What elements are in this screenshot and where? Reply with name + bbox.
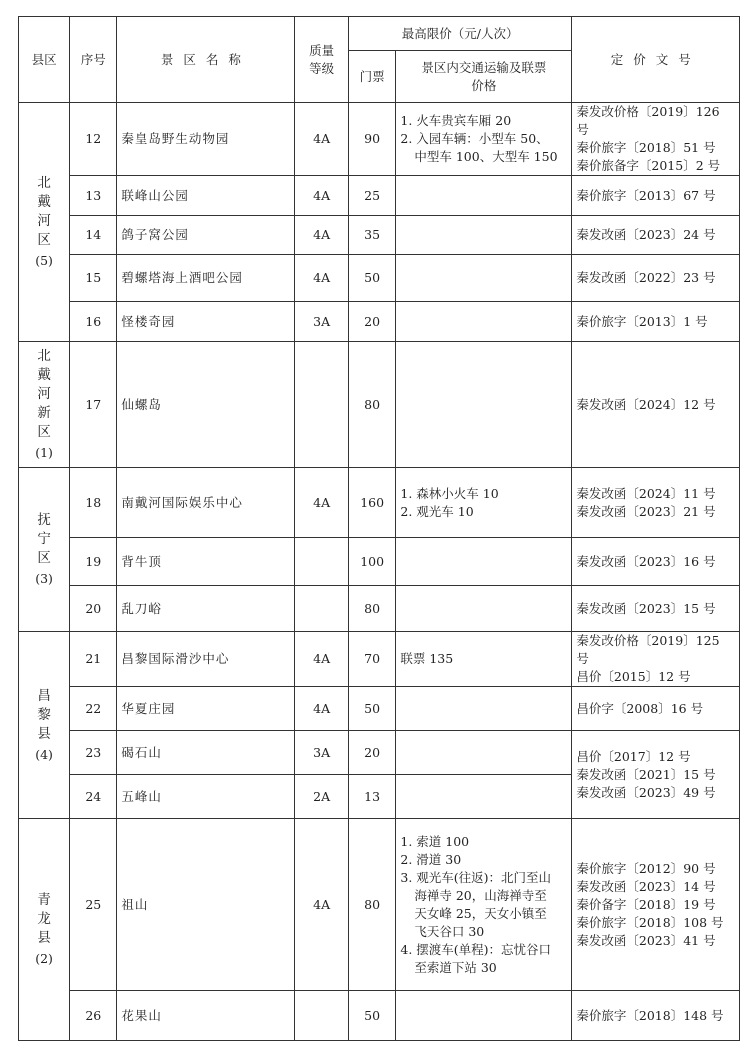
transport-cell — [396, 538, 572, 586]
doc-line: 秦发改函〔2023〕41 号 — [576, 932, 716, 948]
doc-cell: 秦发改函〔2023〕15 号 — [572, 586, 740, 632]
transport-line: 2. 滑道 30 — [400, 851, 462, 867]
doc-line: 秦价旅字〔2018〕108 号 — [576, 914, 724, 930]
transport-line: 1. 森林小火车 10 — [400, 485, 499, 501]
table-row — [19, 991, 740, 1041]
scenic-name-cell: 背牛顶 — [117, 538, 295, 586]
table-row — [19, 342, 740, 468]
doc-line: 秦发改函〔2021〕15 号 — [576, 766, 716, 782]
doc-cell: 秦价旅字〔2018〕148 号 — [572, 991, 740, 1041]
transport-cell — [396, 302, 572, 342]
seq-cell: 17 — [70, 342, 117, 468]
table-row — [19, 468, 740, 538]
scenic-name-cell: 昌黎国际滑沙中心 — [117, 632, 295, 687]
doc-cell: 秦发改函〔2022〕23 号 — [572, 255, 740, 302]
scenic-name-cell: 花果山 — [117, 991, 295, 1041]
transport-cell — [396, 632, 572, 687]
county-count: (2) — [35, 951, 53, 966]
grade-cell: 2A — [295, 775, 348, 819]
seq-cell: 18 — [70, 468, 117, 538]
grade-cell: 4A — [295, 255, 348, 302]
transport-line: 飞天谷口 30 — [414, 923, 485, 939]
transport-line: 天女峰 25，天女小镇至 — [414, 905, 547, 921]
header-scenic-name: 景区名称 — [117, 17, 295, 103]
scenic-name-cell: 怪楼奇园 — [117, 302, 295, 342]
scenic-name-cell: 仙螺岛 — [117, 342, 295, 468]
header-max-price: 最高限价（元/人次） — [348, 17, 572, 51]
doc-line: 秦价旅备字〔2015〕2 号 — [576, 158, 721, 173]
seq-cell: 22 — [70, 687, 117, 731]
header-quality: 质量等级 — [295, 17, 348, 103]
ticket-cell: 80 — [348, 342, 396, 468]
grade-cell — [295, 991, 348, 1041]
county-cell — [19, 342, 70, 468]
transport-line: 海禅寺 20，山海禅寺至 — [414, 887, 547, 903]
price-table — [18, 16, 740, 1041]
doc-line: 秦价备字〔2018〕19 号 — [576, 896, 716, 912]
doc-cell — [572, 731, 740, 819]
doc-line: 秦发改函〔2023〕14 号 — [576, 878, 716, 894]
grade-cell: 4A — [295, 216, 348, 255]
transport-cell — [396, 775, 572, 819]
ticket-cell: 160 — [348, 468, 396, 538]
county-cell — [19, 819, 70, 1041]
ticket-cell: 50 — [348, 687, 396, 731]
seq-cell: 16 — [70, 302, 117, 342]
ticket-cell: 80 — [348, 819, 396, 991]
ticket-cell: 50 — [348, 991, 396, 1041]
county-count: (4) — [35, 746, 53, 762]
county-cell — [19, 468, 70, 632]
header-county: 县区 — [19, 17, 70, 103]
table-row — [19, 255, 740, 302]
seq-cell: 12 — [70, 103, 117, 176]
table-row — [19, 216, 740, 255]
doc-cell: 昌价字〔2008〕16 号 — [572, 687, 740, 731]
doc-line: 秦发改价格〔2019〕125 号 — [576, 633, 720, 666]
county-count: (3) — [35, 571, 53, 586]
ticket-cell: 50 — [348, 255, 396, 302]
ticket-cell: 13 — [348, 775, 396, 819]
scenic-name-cell: 联峰山公园 — [117, 176, 295, 216]
grade-cell — [295, 538, 348, 586]
seq-cell: 15 — [70, 255, 117, 302]
scenic-name-cell: 祖山 — [117, 819, 295, 991]
doc-line: 秦发改函〔2024〕11 号 — [576, 485, 716, 501]
grade-cell: 3A — [295, 302, 348, 342]
grade-cell: 4A — [295, 468, 348, 538]
transport-cell — [396, 819, 572, 991]
table-row — [19, 538, 740, 586]
scenic-name-cell: 乱刀峪 — [117, 586, 295, 632]
scenic-name-cell: 南戴河国际娱乐中心 — [117, 468, 295, 538]
doc-line: 秦价旅字〔2018〕51 号 — [576, 140, 716, 155]
table-row — [19, 731, 740, 775]
scenic-name-cell: 五峰山 — [117, 775, 295, 819]
scenic-name-cell: 华夏庄园 — [117, 687, 295, 731]
table-row — [19, 302, 740, 342]
county-name: 抚宁区 — [37, 512, 51, 566]
ticket-cell: 80 — [348, 586, 396, 632]
ticket-cell: 20 — [348, 302, 396, 342]
ticket-cell: 70 — [348, 632, 396, 687]
ticket-cell: 90 — [348, 103, 396, 176]
doc-cell: 秦价旅字〔2013〕67 号 — [572, 176, 740, 216]
transport-cell — [396, 586, 572, 632]
transport-line: 3. 观光车(往返)：北门至山 — [400, 869, 552, 885]
transport-line: 2. 观光车 10 — [400, 503, 474, 519]
transport-line: 1. 索道 100 — [400, 833, 470, 849]
grade-cell: 4A — [295, 687, 348, 731]
seq-cell: 24 — [70, 775, 117, 819]
scenic-name-cell: 碣石山 — [117, 731, 295, 775]
doc-line: 秦发改函〔2023〕49 号 — [576, 784, 716, 800]
doc-cell — [572, 468, 740, 538]
ticket-cell: 35 — [348, 216, 396, 255]
county-name: 青龙县 — [37, 892, 51, 946]
doc-cell: 秦价旅字〔2013〕1 号 — [572, 302, 740, 342]
grade-cell: 4A — [295, 632, 348, 687]
county-count: (5) — [35, 253, 53, 268]
grade-cell: 4A — [295, 176, 348, 216]
county-cell — [19, 103, 70, 342]
doc-line: 秦价旅字〔2012〕90 号 — [576, 860, 716, 876]
header-ticket: 门票 — [348, 51, 396, 103]
transport-cell — [396, 468, 572, 538]
header-transport: 景区内交通运输及联票价格 — [396, 51, 572, 103]
transport-line: 4. 摆渡车(单程)：忘忧谷口 — [400, 941, 552, 957]
table-row — [19, 819, 740, 991]
doc-line: 秦发改函〔2023〕21 号 — [576, 503, 716, 519]
doc-cell: 秦发改函〔2023〕24 号 — [572, 216, 740, 255]
grade-cell: 4A — [295, 103, 348, 176]
transport-cell — [396, 255, 572, 302]
transport-line: 2. 入园车辆：小型车 50、 — [400, 131, 549, 146]
doc-cell — [572, 819, 740, 991]
doc-line: 昌价〔2015〕12 号 — [576, 669, 691, 684]
seq-cell: 26 — [70, 991, 117, 1041]
doc-cell: 秦发改函〔2024〕12 号 — [572, 342, 740, 468]
transport-cell — [396, 991, 572, 1041]
grade-cell — [295, 342, 348, 468]
seq-cell: 25 — [70, 819, 117, 991]
county-count: (1) — [35, 445, 53, 460]
header-seq: 序号 — [70, 17, 117, 103]
transport-line: 中型车 100、大型车 150 — [414, 149, 558, 164]
transport-cell — [396, 216, 572, 255]
transport-cell — [396, 103, 572, 176]
grade-cell: 3A — [295, 731, 348, 775]
header-row — [19, 17, 740, 51]
scenic-name-cell: 秦皇岛野生动物园 — [117, 103, 295, 176]
table-row — [19, 687, 740, 731]
transport-cell — [396, 342, 572, 468]
ticket-cell: 20 — [348, 731, 396, 775]
grade-cell: 4A — [295, 819, 348, 991]
transport-cell — [396, 687, 572, 731]
scenic-name-cell: 鸽子窝公园 — [117, 216, 295, 255]
table-row — [19, 176, 740, 216]
grade-cell — [295, 586, 348, 632]
table-row — [19, 586, 740, 632]
ticket-cell: 100 — [348, 538, 396, 586]
county-name: 昌黎县 — [37, 687, 51, 742]
table-row — [19, 632, 740, 687]
transport-line: 至索道下站 30 — [414, 959, 497, 975]
transport-cell — [396, 176, 572, 216]
scenic-name-cell: 碧螺塔海上酒吧公园 — [117, 255, 295, 302]
seq-cell: 13 — [70, 176, 117, 216]
header-doc-no: 定价文号 — [572, 17, 740, 103]
transport-line: 联票 135 — [400, 651, 454, 666]
seq-cell: 21 — [70, 632, 117, 687]
ticket-cell: 25 — [348, 176, 396, 216]
seq-cell: 14 — [70, 216, 117, 255]
doc-cell — [572, 632, 740, 687]
seq-cell: 19 — [70, 538, 117, 586]
county-name: 北戴河区 — [37, 175, 51, 248]
doc-line: 秦发改价格〔2019〕126 号 — [576, 104, 720, 137]
seq-cell: 23 — [70, 731, 117, 775]
transport-cell — [396, 731, 572, 775]
doc-cell — [572, 103, 740, 176]
county-name: 北戴河新区 — [37, 348, 51, 440]
doc-cell: 秦发改函〔2023〕16 号 — [572, 538, 740, 586]
county-cell — [19, 632, 70, 819]
transport-line: 1. 火车贵宾车厢 20 — [400, 113, 512, 128]
table-row — [19, 103, 740, 176]
seq-cell: 20 — [70, 586, 117, 632]
doc-line: 昌价〔2017〕12 号 — [576, 748, 691, 764]
